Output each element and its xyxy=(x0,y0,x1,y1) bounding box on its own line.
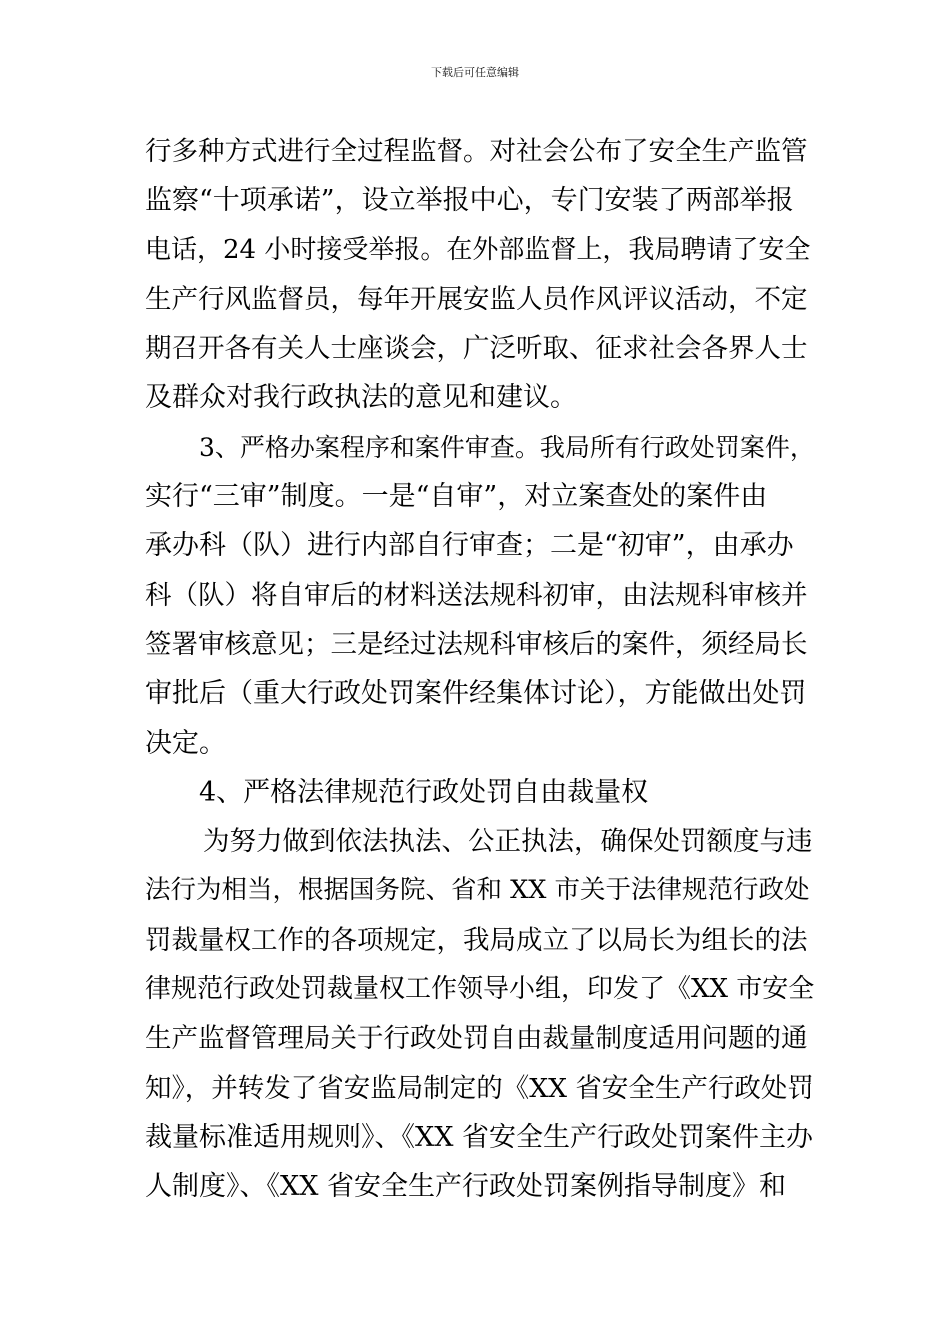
text-line: 生产行风监督员，每年开展安监人员作风评议活动，不定 xyxy=(145,283,808,315)
text-line: 行多种方式进行全过程监督。对社会公布了安全生产监管 xyxy=(145,136,808,167)
text-line: 法行为相当，根据国务院、省和 XX 市关于法律规范行政处 xyxy=(145,875,810,906)
text-line: 科（队）将自审后的材料送法规科初审，由法规科审核并 xyxy=(145,579,808,611)
text-line: 审批后（重大行政处罚案件经集体讨论），方能做出处罚 xyxy=(145,678,807,710)
text-line: 生产监督管理局关于行政处罚自由裁量制度适用问题的通 xyxy=(145,1023,808,1055)
text-line: 及群众对我行政执法的意见和建议。 xyxy=(145,382,577,414)
document-body xyxy=(145,127,815,1212)
text-line: 人制度》、《XX 省安全生产行政处罚案例指导制度》和 xyxy=(145,1171,787,1203)
text-line: 3、严格办案程序和案件审查。我局所有行政处罚案件， xyxy=(199,432,815,462)
text-line: 决定。 xyxy=(145,727,226,759)
text-line: 知》，并转发了省安监局制定的《XX 省安全生产行政处罚 xyxy=(145,1072,814,1104)
text-line: 监察“十项承诺”，设立举报中心，专门安装了两部举报 xyxy=(145,185,794,217)
text-line: 为努力做到依法执法、公正执法，确保处罚额度与违 xyxy=(203,826,813,858)
text-line: 电话，24 小时接受举报。在外部监督上，我局聘请了安全 xyxy=(145,234,811,265)
text-line: 签署审核意见；三是经过法规科审核后的案件，须经局长 xyxy=(145,628,808,660)
text-line: 裁量标准适用规则》、《XX 省安全生产行政处罚案件主办 xyxy=(145,1121,814,1153)
text-line: 承办科（队）进行内部自行审查；二是“初审”，由承办 xyxy=(145,530,794,562)
page-header: 下载后可任意编辑 xyxy=(431,66,519,79)
text-line: 律规范行政处罚裁量权工作领导小组，印发了《XX 市安全 xyxy=(145,974,815,1005)
text-line: 期召开各有关人士座谈会，广泛听取、征求社会各界人士 xyxy=(145,333,808,365)
text-line: 实行“三审”制度。一是“自审”，对立案查处的案件由 xyxy=(145,481,768,513)
text-line: 4、严格法律规范行政处罚自由裁量权 xyxy=(199,776,649,808)
text-line: 罚裁量权工作的各项规定，我局成立了以局长为组长的法 xyxy=(145,924,808,956)
